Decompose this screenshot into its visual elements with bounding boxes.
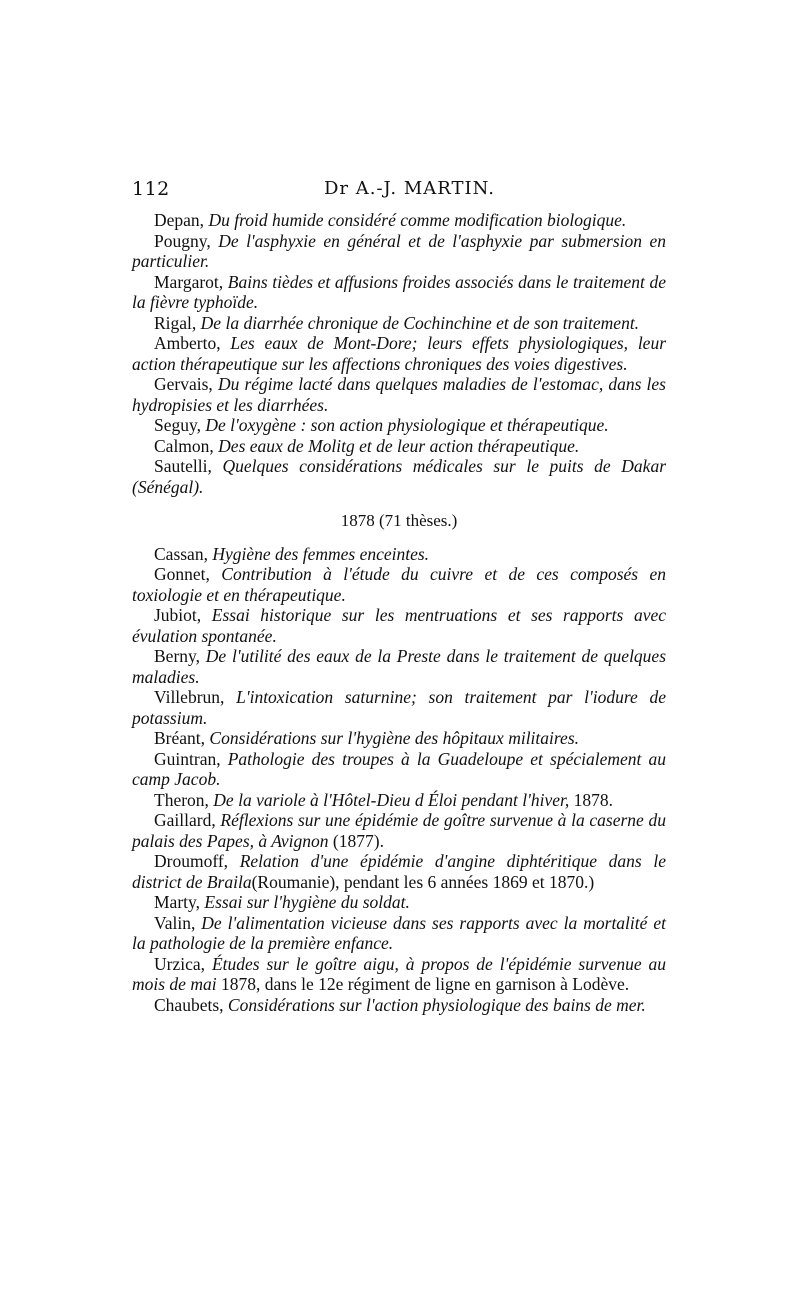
entry-list-before	[132, 210, 666, 497]
entry-title: De l'oxygène : son action physiologique et thérapeutique.	[205, 415, 609, 435]
page-number: 112	[132, 178, 170, 200]
entry-title: Essai sur l'hygiène du soldat.	[204, 892, 410, 912]
thesis-entry	[132, 436, 666, 457]
entry-author: Bréant,	[154, 728, 206, 748]
thesis-entry	[132, 605, 666, 646]
thesis-entry	[132, 687, 666, 728]
thesis-entry	[132, 810, 666, 851]
entry-author: Rigal,	[154, 312, 197, 333]
entry-detail: 1878.	[569, 789, 614, 810]
entry-title: De la diarrhée chronique de Cochinchine et de son traitement.	[200, 312, 640, 333]
thesis-entry	[132, 456, 666, 497]
thesis-entry	[132, 415, 666, 436]
entry-title: Hygiène des femmes enceintes.	[212, 543, 430, 564]
thesis-entry	[132, 646, 666, 687]
entry-title: Bains tièdes et affusions froides associés dans le traitement de la fièvre typhoïde.	[132, 271, 666, 312]
entry-title: Essai historique sur les mentruations et ses rapports avec évulation spontanée.	[132, 605, 667, 646]
entry-author: Marty,	[154, 892, 201, 912]
page-header	[132, 178, 666, 204]
thesis-entry	[132, 790, 666, 811]
entry-title: Du froid humide considéré comme modification biologique.	[208, 210, 627, 230]
entry-author: Margarot,	[154, 271, 224, 292]
entry-detail: (1877).	[328, 830, 384, 851]
entry-list-after	[132, 544, 666, 1016]
thesis-entry	[132, 544, 666, 565]
entry-title: De la variole à l'Hôtel-Dieu d Éloi pendant l'hiver,	[213, 789, 570, 810]
entry-author: Guintran,	[154, 748, 221, 769]
entry-title: Quelques considérations médicales sur le puits de Dakar (Sénégal).	[132, 456, 667, 497]
entry-title: Des eaux de Molitg et de leur action thérapeutique.	[218, 435, 580, 456]
entry-title: Considérations sur l'hygiène des hôpitaux militaires.	[209, 728, 580, 748]
entry-author: Berny,	[154, 646, 201, 666]
entry-title: De l'alimentation vicieuse dans ses rapports avec la mortalité et la pathologie de la première enfance.	[132, 912, 667, 953]
thesis-entry	[132, 913, 666, 954]
entry-author: Amberto,	[154, 333, 221, 353]
entry-author: Depan,	[154, 210, 205, 230]
entry-detail: (Roumanie), pendant les 6 années 1869 et 1870.)	[251, 871, 595, 892]
entry-author: Gaillard,	[154, 810, 216, 830]
thesis-entry	[132, 954, 666, 995]
entry-author: Gervais,	[154, 374, 213, 394]
thesis-entry	[132, 728, 666, 749]
thesis-entry	[132, 231, 666, 272]
entry-title: Pathologie des troupes à la Guadeloupe et spécialement au camp Jacob.	[132, 748, 667, 789]
entry-author: Valin,	[154, 912, 196, 933]
thesis-entry	[132, 210, 666, 231]
entry-author: Cassan,	[154, 543, 208, 564]
entry-title: Réflexions sur une épidémie de goître survenue à la caserne du palais des Papes, à Avignon	[132, 810, 666, 851]
entry-title: Relation d'une épidémie d'angine diphtéritique dans le district de Braila	[132, 851, 667, 892]
section-heading: 1878 (71 thèses.)	[340, 511, 458, 530]
entry-author: Jubiot,	[154, 605, 202, 625]
thesis-entry	[132, 272, 666, 313]
thesis-entry	[132, 333, 666, 374]
entry-author: Calmon,	[154, 435, 214, 456]
entry-author: Urzica,	[154, 953, 206, 974]
running-title: Dr A.-J. MARTIN.	[324, 178, 495, 199]
entry-title: De l'utilité des eaux de la Preste dans le traitement de quelques maladies.	[132, 646, 667, 687]
entry-author: Sautelli,	[154, 456, 212, 476]
thesis-entry	[132, 374, 666, 415]
entry-title: De l'asphyxie en général et de l'asphyxie par submersion en particulier.	[132, 230, 667, 271]
entry-author: Droumoff,	[154, 851, 229, 871]
thesis-entry	[132, 313, 666, 334]
entry-author: Gonnet,	[154, 564, 210, 584]
entry-detail: 1878, dans le 12e régiment de ligne en garnison à Lodève.	[216, 974, 630, 994]
entry-title: Les eaux de Mont-Dore; leurs effets physiologiques, leur action thérapeutique sur les affections chroniques des voies digestives.	[132, 333, 667, 374]
entry-title: L'intoxication saturnine; son traitement par l'iodure de potassium.	[132, 687, 666, 728]
entry-author: Seguy,	[154, 415, 201, 435]
entry-author: Pougny,	[154, 230, 211, 251]
page-body	[132, 210, 666, 1015]
thesis-entry	[132, 564, 666, 605]
entry-title: Contribution à l'étude du cuivre et de ces composés en toxiologie et en thérapeutique.	[132, 564, 667, 605]
thesis-entry	[132, 995, 666, 1016]
entry-author: Chaubets,	[154, 994, 224, 1015]
entry-author: Villebrun,	[154, 687, 225, 707]
entry-title: Études sur le goître aigu, à propos de l'épidémie survenue au mois de mai	[132, 953, 667, 994]
entry-author: Theron,	[154, 789, 209, 810]
thesis-entry	[132, 749, 666, 790]
thesis-entry	[132, 892, 666, 913]
thesis-entry	[132, 851, 666, 892]
entry-title: Du régime lacté dans quelques maladies de l'estomac, dans les hydropisies et les diarrhées.	[132, 374, 666, 415]
entry-title: Considérations sur l'action physiologique des bains de mer.	[227, 994, 646, 1015]
